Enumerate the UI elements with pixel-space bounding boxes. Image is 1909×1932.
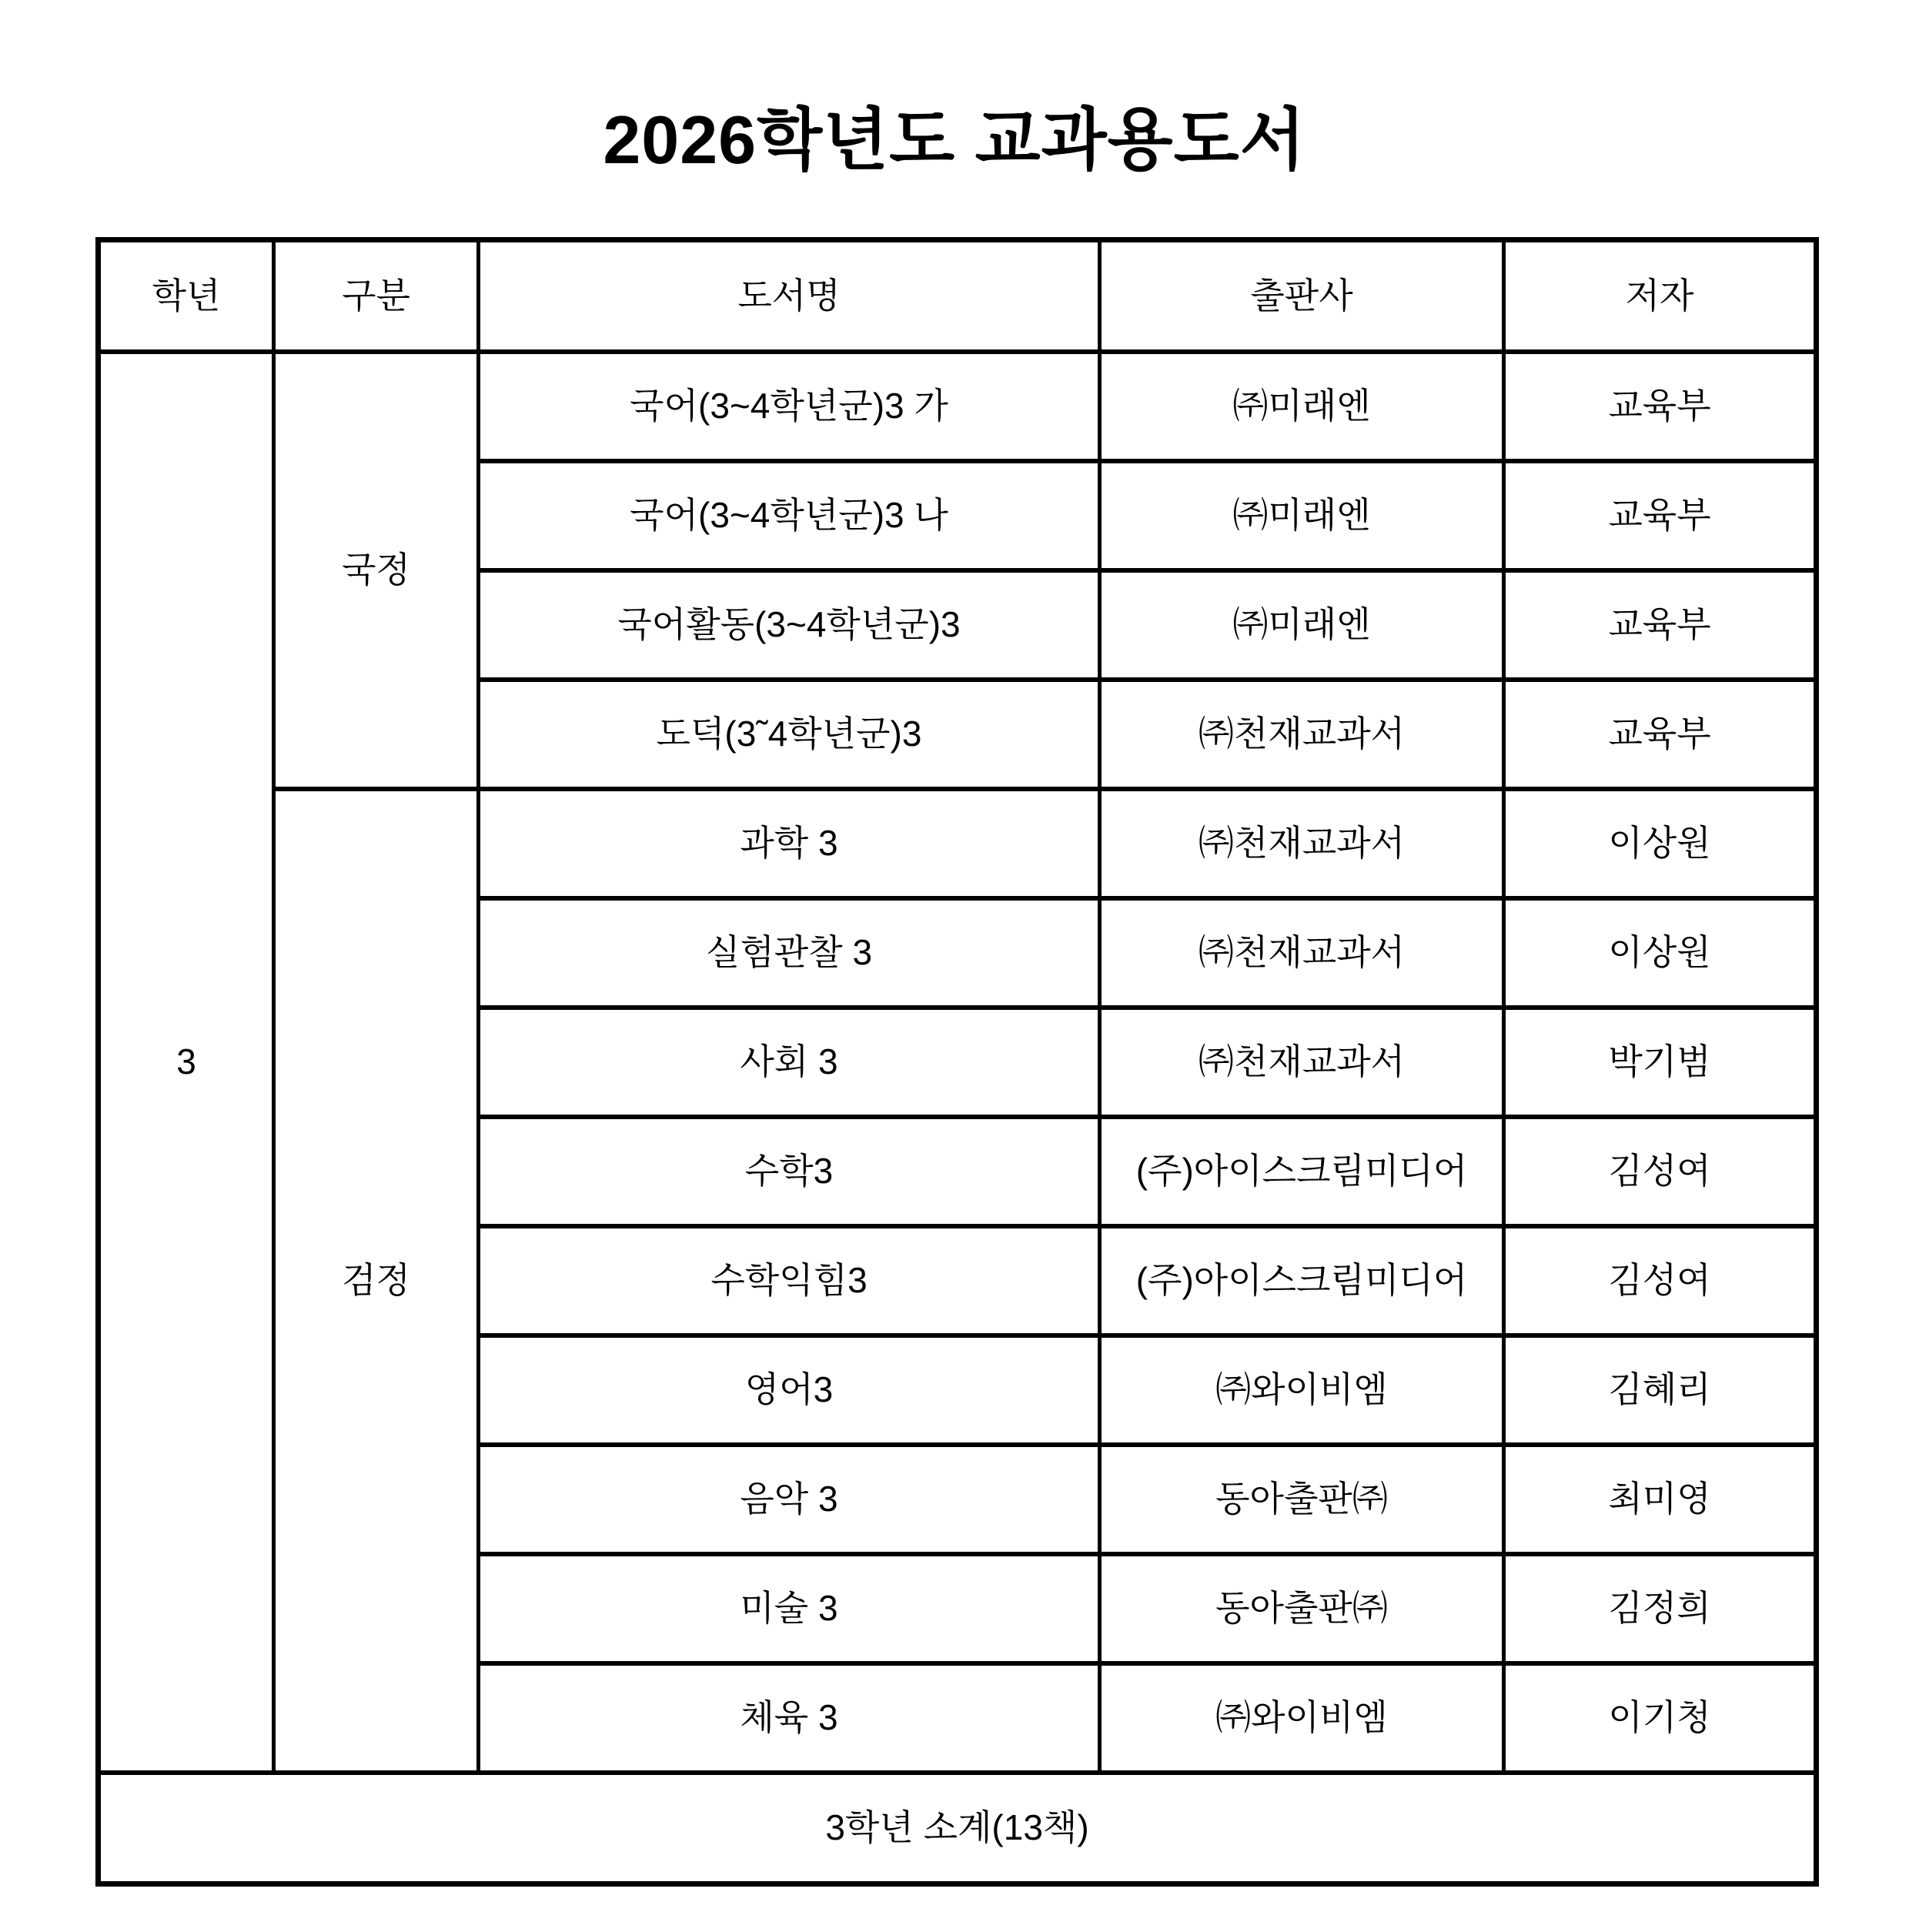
author-cell: 교육부 — [1504, 461, 1817, 570]
table-row — [99, 789, 1817, 898]
publisher-cell: ㈜와이비엠 — [1100, 1335, 1504, 1445]
header-cell-book: 도서명 — [479, 240, 1100, 352]
header-cell-category: 구분 — [274, 240, 479, 352]
author-cell: 박기범 — [1504, 1008, 1817, 1117]
category-cell: 검정 — [274, 789, 479, 1773]
publisher-cell: ㈜미래엔 — [1100, 461, 1504, 570]
subtotal-cell: 3학년 소계(13책) — [99, 1773, 1817, 1884]
book-cell: 수학3 — [479, 1117, 1100, 1226]
book-cell: 체육 3 — [479, 1663, 1100, 1773]
book-cell: 사회 3 — [479, 1008, 1100, 1117]
page-title: 2026학년도 교과용도서 — [603, 102, 1306, 178]
book-cell: 과학 3 — [479, 789, 1100, 898]
subtotal-row — [99, 1773, 1817, 1884]
author-cell: 김성여 — [1504, 1226, 1817, 1335]
author-cell: 김정희 — [1504, 1554, 1817, 1663]
category-cell: 국정 — [274, 352, 479, 789]
publisher-cell: ㈜천재교과서 — [1100, 1008, 1504, 1117]
book-cell: 국어활동(3~4학년군)3 — [479, 570, 1100, 680]
publisher-cell: ㈜천재교과서 — [1100, 789, 1504, 898]
book-cell: 국어(3~4학년군)3 가 — [479, 352, 1100, 461]
publisher-cell: 동아출판㈜ — [1100, 1554, 1504, 1663]
author-cell: 이상원 — [1504, 898, 1817, 1008]
grade-cell: 3 — [99, 352, 274, 1773]
book-cell: 국어(3~4학년군)3 나 — [479, 461, 1100, 570]
author-cell: 김성여 — [1504, 1117, 1817, 1226]
book-cell: 도덕(3˜4학년군)3 — [479, 680, 1100, 789]
textbook-table — [95, 237, 1819, 1887]
author-cell: 이기청 — [1504, 1663, 1817, 1773]
publisher-cell: (주)아이스크림미디어 — [1100, 1117, 1504, 1226]
author-cell: 교육부 — [1504, 570, 1817, 680]
header-cell-author: 저자 — [1504, 240, 1817, 352]
author-cell: 김혜리 — [1504, 1335, 1817, 1445]
publisher-cell: ㈜미래엔 — [1100, 352, 1504, 461]
header-cell-grade: 학년 — [99, 240, 274, 352]
publisher-cell: (주)아이스크림미디어 — [1100, 1226, 1504, 1335]
publisher-cell: ㈜천재교과서 — [1100, 680, 1504, 789]
book-cell: 음악 3 — [479, 1445, 1100, 1554]
header-cell-publisher: 출판사 — [1100, 240, 1504, 352]
publisher-cell: 동아출판㈜ — [1100, 1445, 1504, 1554]
table-row — [99, 352, 1817, 461]
book-cell: 영어3 — [479, 1335, 1100, 1445]
author-cell: 이상원 — [1504, 789, 1817, 898]
book-cell: 미술 3 — [479, 1554, 1100, 1663]
publisher-cell: ㈜미래엔 — [1100, 570, 1504, 680]
book-cell: 실험관찰 3 — [479, 898, 1100, 1008]
author-cell: 교육부 — [1504, 680, 1817, 789]
book-cell: 수학익힘3 — [479, 1226, 1100, 1335]
author-cell: 교육부 — [1504, 352, 1817, 461]
publisher-cell: ㈜와이비엠 — [1100, 1663, 1504, 1773]
header-row — [99, 240, 1817, 352]
author-cell: 최미영 — [1504, 1445, 1817, 1554]
publisher-cell: ㈜천재교과서 — [1100, 898, 1504, 1008]
